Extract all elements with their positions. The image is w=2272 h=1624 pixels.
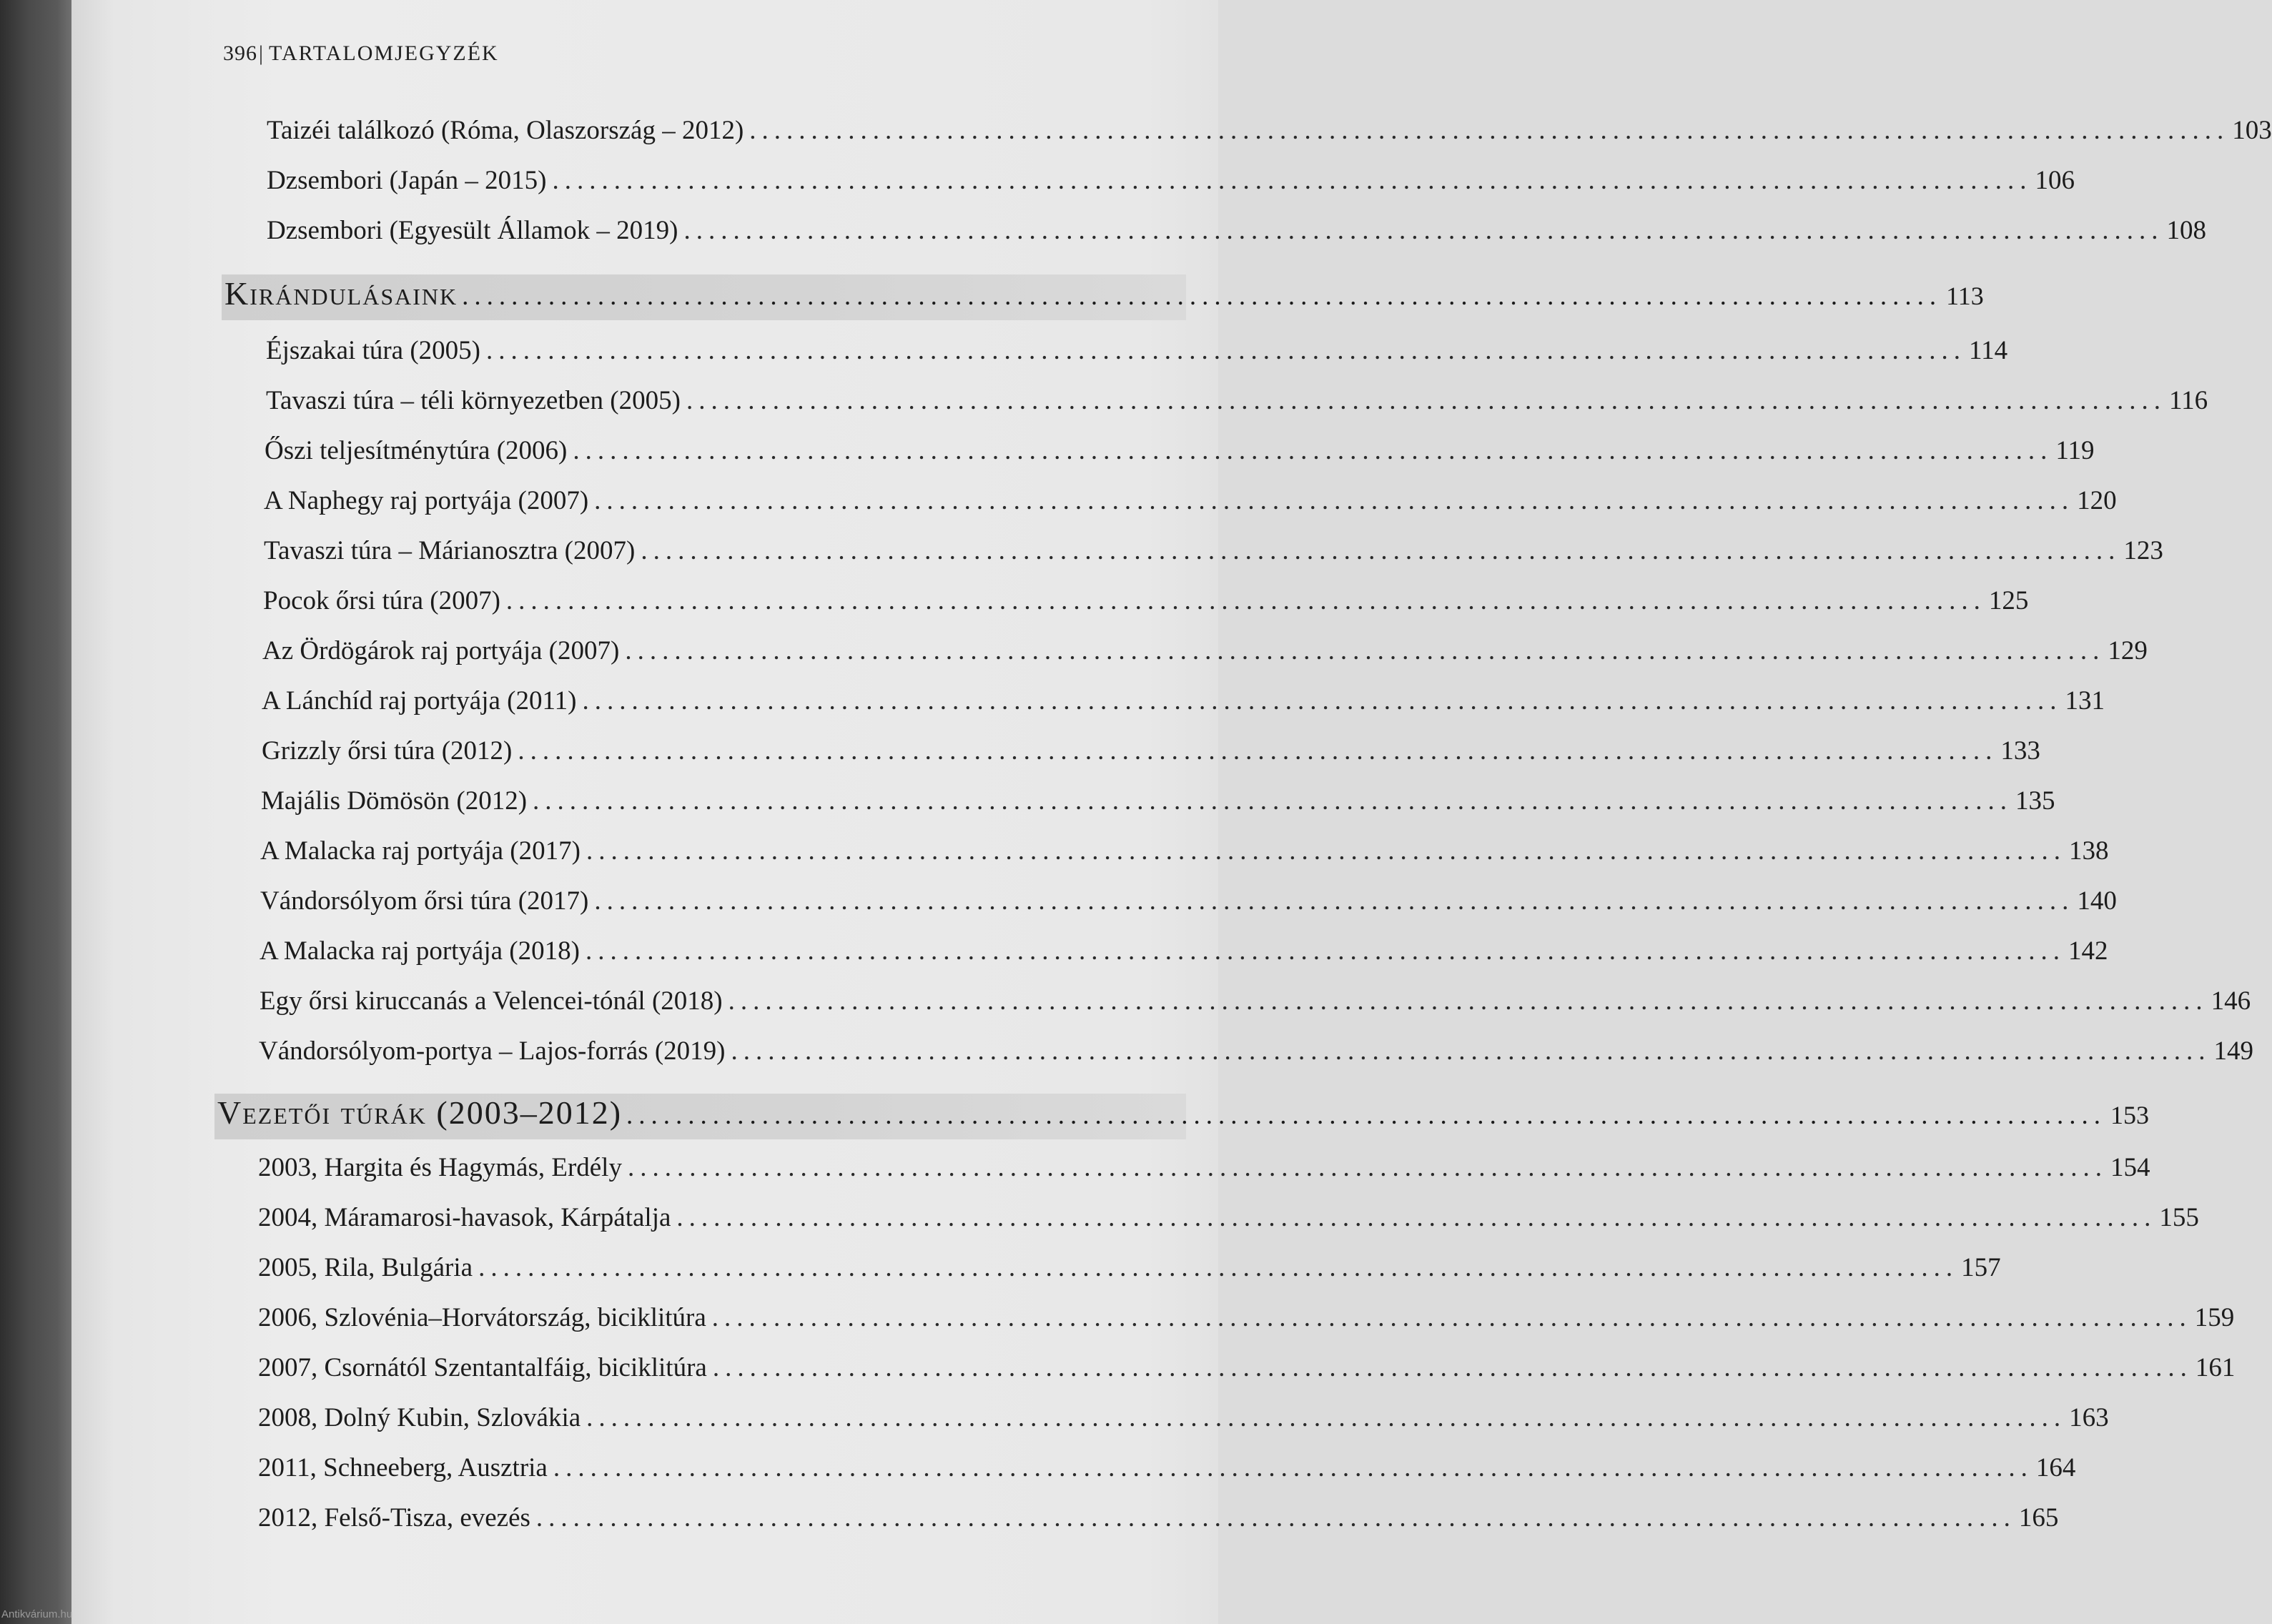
dot-leader: ........................................................................................................................ bbox=[486, 336, 1966, 365]
dot-leader: ........................................................................................................................ bbox=[535, 1503, 2016, 1533]
toc-entry bbox=[258, 1202, 2199, 1245]
toc-entry-page: 159 bbox=[2194, 1303, 2235, 1332]
toc-entry-page: 119 bbox=[2055, 436, 2095, 465]
toc-entry bbox=[260, 836, 2109, 878]
toc-entry-title: 2005, Rila, Bulgária bbox=[258, 1253, 473, 1282]
toc-entry bbox=[264, 535, 2163, 578]
toc-entry bbox=[262, 736, 2040, 778]
toc-entry-title: Grizzly őrsi túra (2012) bbox=[262, 736, 513, 766]
section-title: Kirándulásaink bbox=[224, 275, 458, 312]
dot-leader: ........................................................................................................................ bbox=[594, 486, 2075, 515]
toc-entry bbox=[258, 1152, 2150, 1195]
toc-entry-title: Pocok őrsi túra (2007) bbox=[263, 586, 500, 615]
toc-entry bbox=[258, 1452, 2076, 1495]
toc-entry-page: 163 bbox=[2069, 1403, 2109, 1432]
toc-entry-title: A Malacka raj portyája (2018) bbox=[260, 936, 580, 966]
toc-entry-page: 106 bbox=[2035, 166, 2075, 195]
dot-leader: ........................................................................................................................ bbox=[533, 786, 2013, 816]
dot-leader: ........................................................................................................................ bbox=[586, 836, 2066, 866]
dot-leader: ........................................................................................................................ bbox=[711, 1303, 2192, 1332]
toc-entry-page: 108 bbox=[2166, 216, 2206, 245]
dot-leader: ........................................................................................................................ bbox=[626, 1101, 2107, 1130]
toc-entry-page: 149 bbox=[2213, 1036, 2253, 1066]
toc-entry-page: 146 bbox=[2211, 986, 2251, 1016]
toc-entry-page: 140 bbox=[2077, 886, 2117, 916]
toc-entry-page: 125 bbox=[1988, 586, 2029, 615]
dot-leader: ........................................................................................................................ bbox=[641, 536, 2121, 565]
toc-entry-page: 142 bbox=[2068, 936, 2108, 966]
dot-leader: ........................................................................................................................ bbox=[462, 282, 1942, 311]
toc-entry-page: 165 bbox=[2018, 1503, 2059, 1533]
dot-leader: ........................................................................................................................ bbox=[518, 736, 1998, 766]
toc-entry-title: 2012, Felső-Tisza, evezés bbox=[258, 1503, 530, 1533]
toc-entry-page: 133 bbox=[2000, 736, 2040, 766]
toc-entry-title: A Malacka raj portyája (2017) bbox=[260, 836, 581, 866]
toc-entry-page: 114 bbox=[1969, 336, 2008, 365]
header-page-number: 396 bbox=[223, 41, 257, 65]
toc-entry bbox=[258, 1252, 2001, 1295]
toc-entry-title: A Naphegy raj portyája (2007) bbox=[264, 486, 589, 515]
dot-leader: ........................................................................................................................ bbox=[686, 386, 2166, 415]
toc-entry bbox=[262, 685, 2105, 728]
toc-entry bbox=[260, 986, 2251, 1029]
toc-entry bbox=[265, 435, 2095, 478]
dot-leader: ........................................................................................................................ bbox=[505, 586, 1986, 615]
toc-entry-title: Vándorsólyom őrsi túra (2017) bbox=[260, 886, 589, 916]
toc-entry bbox=[267, 115, 2272, 158]
toc-entry-page: 164 bbox=[2035, 1453, 2076, 1482]
toc-entry-page: 129 bbox=[2108, 636, 2148, 665]
dot-leader: ........................................................................................................................ bbox=[586, 1403, 2067, 1432]
toc-entry bbox=[258, 1402, 2109, 1445]
toc-entry-title: Az Ördögárok raj portyája (2007) bbox=[262, 636, 620, 665]
toc-entry-title: Őszi teljesítménytúra (2006) bbox=[265, 436, 568, 465]
dot-leader: ........................................................................................................................ bbox=[573, 436, 2053, 465]
section-heading bbox=[222, 274, 1984, 320]
section-heading bbox=[214, 1094, 2150, 1139]
dot-leader: ........................................................................................................................ bbox=[552, 166, 2033, 195]
toc-entry-title: A Lánchíd raj portyája (2011) bbox=[262, 686, 577, 716]
toc-entry-page: 135 bbox=[2015, 786, 2055, 816]
toc-entry-title: 2006, Szlovénia–Horvátország, biciklitúra bbox=[258, 1303, 706, 1332]
toc-entry-title: 2003, Hargita és Hagymás, Erdély bbox=[258, 1153, 622, 1182]
section-page: 113 bbox=[1946, 282, 1984, 310]
book-spine-shadow bbox=[0, 0, 80, 1624]
header-title: TARTALOMJEGYZÉK bbox=[269, 41, 499, 65]
toc-entry-page: 120 bbox=[2077, 486, 2117, 515]
toc-entry-title: Éjszakai túra (2005) bbox=[266, 336, 480, 365]
toc-entry-page: 123 bbox=[2123, 536, 2163, 565]
toc-entry-title: Tavaszi túra – téli környezetben (2005) bbox=[266, 386, 681, 415]
toc-entry-page: 103 bbox=[2232, 116, 2272, 145]
dot-leader: ........................................................................................................................ bbox=[553, 1453, 2033, 1482]
toc-entry bbox=[261, 786, 2055, 828]
toc-entry-title: Majális Dömösön (2012) bbox=[261, 786, 528, 816]
toc-entry-page: 116 bbox=[2168, 386, 2208, 415]
toc-entry-title: Vándorsólyom-portya – Lajos-forrás (2019) bbox=[259, 1036, 726, 1066]
dot-leader: ........................................................................................................................ bbox=[625, 636, 2105, 665]
toc-entry bbox=[259, 1036, 2253, 1079]
toc-entry-page: 154 bbox=[2110, 1153, 2150, 1182]
toc-entry-page: 155 bbox=[2159, 1203, 2199, 1232]
toc-entry-title: Egy őrsi kiruccanás a Velencei-tónál (2018) bbox=[260, 986, 723, 1016]
toc-entry-title: 2007, Csornától Szentantalfáig, biciklitúra bbox=[258, 1353, 707, 1382]
toc-entry bbox=[258, 1502, 2059, 1545]
dot-leader: ........................................................................................................................ bbox=[594, 886, 2075, 916]
dot-leader: ........................................................................................................................ bbox=[585, 936, 2065, 966]
toc-entry-title: 2008, Dolný Kubin, Szlovákia bbox=[258, 1403, 581, 1432]
toc-entry bbox=[267, 165, 2075, 208]
dot-leader: ........................................................................................................................ bbox=[582, 686, 2063, 716]
toc-entry-page: 161 bbox=[2195, 1353, 2236, 1382]
toc-entry bbox=[260, 936, 2108, 979]
toc-entry-title: 2004, Máramarosi-havasok, Kárpátalja bbox=[258, 1203, 671, 1232]
running-header bbox=[223, 41, 499, 66]
toc-entry bbox=[267, 215, 2206, 258]
dot-leader: ........................................................................................................................ bbox=[728, 986, 2208, 1016]
toc-entry-title: Taizéi találkozó (Róma, Olaszország – 2012) bbox=[267, 116, 744, 145]
toc-entry bbox=[264, 485, 2117, 528]
toc-entry-page: 138 bbox=[2068, 836, 2109, 866]
toc-entry bbox=[258, 1302, 2235, 1345]
dot-leader: ........................................................................................................................ bbox=[627, 1153, 2108, 1182]
dot-leader: ........................................................................................................................ bbox=[712, 1353, 2193, 1382]
toc-entry bbox=[258, 1352, 2236, 1395]
watermark: Antikvárium.hu bbox=[1, 1608, 73, 1620]
toc-entry-page: 131 bbox=[2065, 686, 2105, 716]
dot-leader: ........................................................................................................................ bbox=[749, 116, 2230, 145]
dot-leader: ........................................................................................................................ bbox=[676, 1203, 2157, 1232]
toc-entry-title: Dzsembori (Japán – 2015) bbox=[267, 166, 547, 195]
toc-entry bbox=[260, 886, 2117, 929]
toc-entry-title: Tavaszi túra – Márianosztra (2007) bbox=[264, 536, 636, 565]
toc-entry-title: Dzsembori (Egyesült Államok – 2019) bbox=[267, 216, 678, 245]
section-page: 153 bbox=[2110, 1101, 2150, 1129]
toc-entry bbox=[266, 385, 2208, 428]
dot-leader: ........................................................................................................................ bbox=[683, 216, 2164, 245]
toc-entry bbox=[266, 335, 2008, 378]
toc-entry bbox=[262, 635, 2148, 678]
section-title: Vezetői túrák (2003–2012) bbox=[217, 1094, 623, 1131]
header-separator: | bbox=[259, 41, 265, 65]
dot-leader: ........................................................................................................................ bbox=[478, 1253, 1959, 1282]
dot-leader: ........................................................................................................................ bbox=[731, 1036, 2211, 1066]
toc-entry-title: 2011, Schneeberg, Ausztria bbox=[258, 1453, 548, 1482]
toc-entry bbox=[263, 585, 2029, 628]
toc-entry-page: 157 bbox=[1961, 1253, 2001, 1282]
